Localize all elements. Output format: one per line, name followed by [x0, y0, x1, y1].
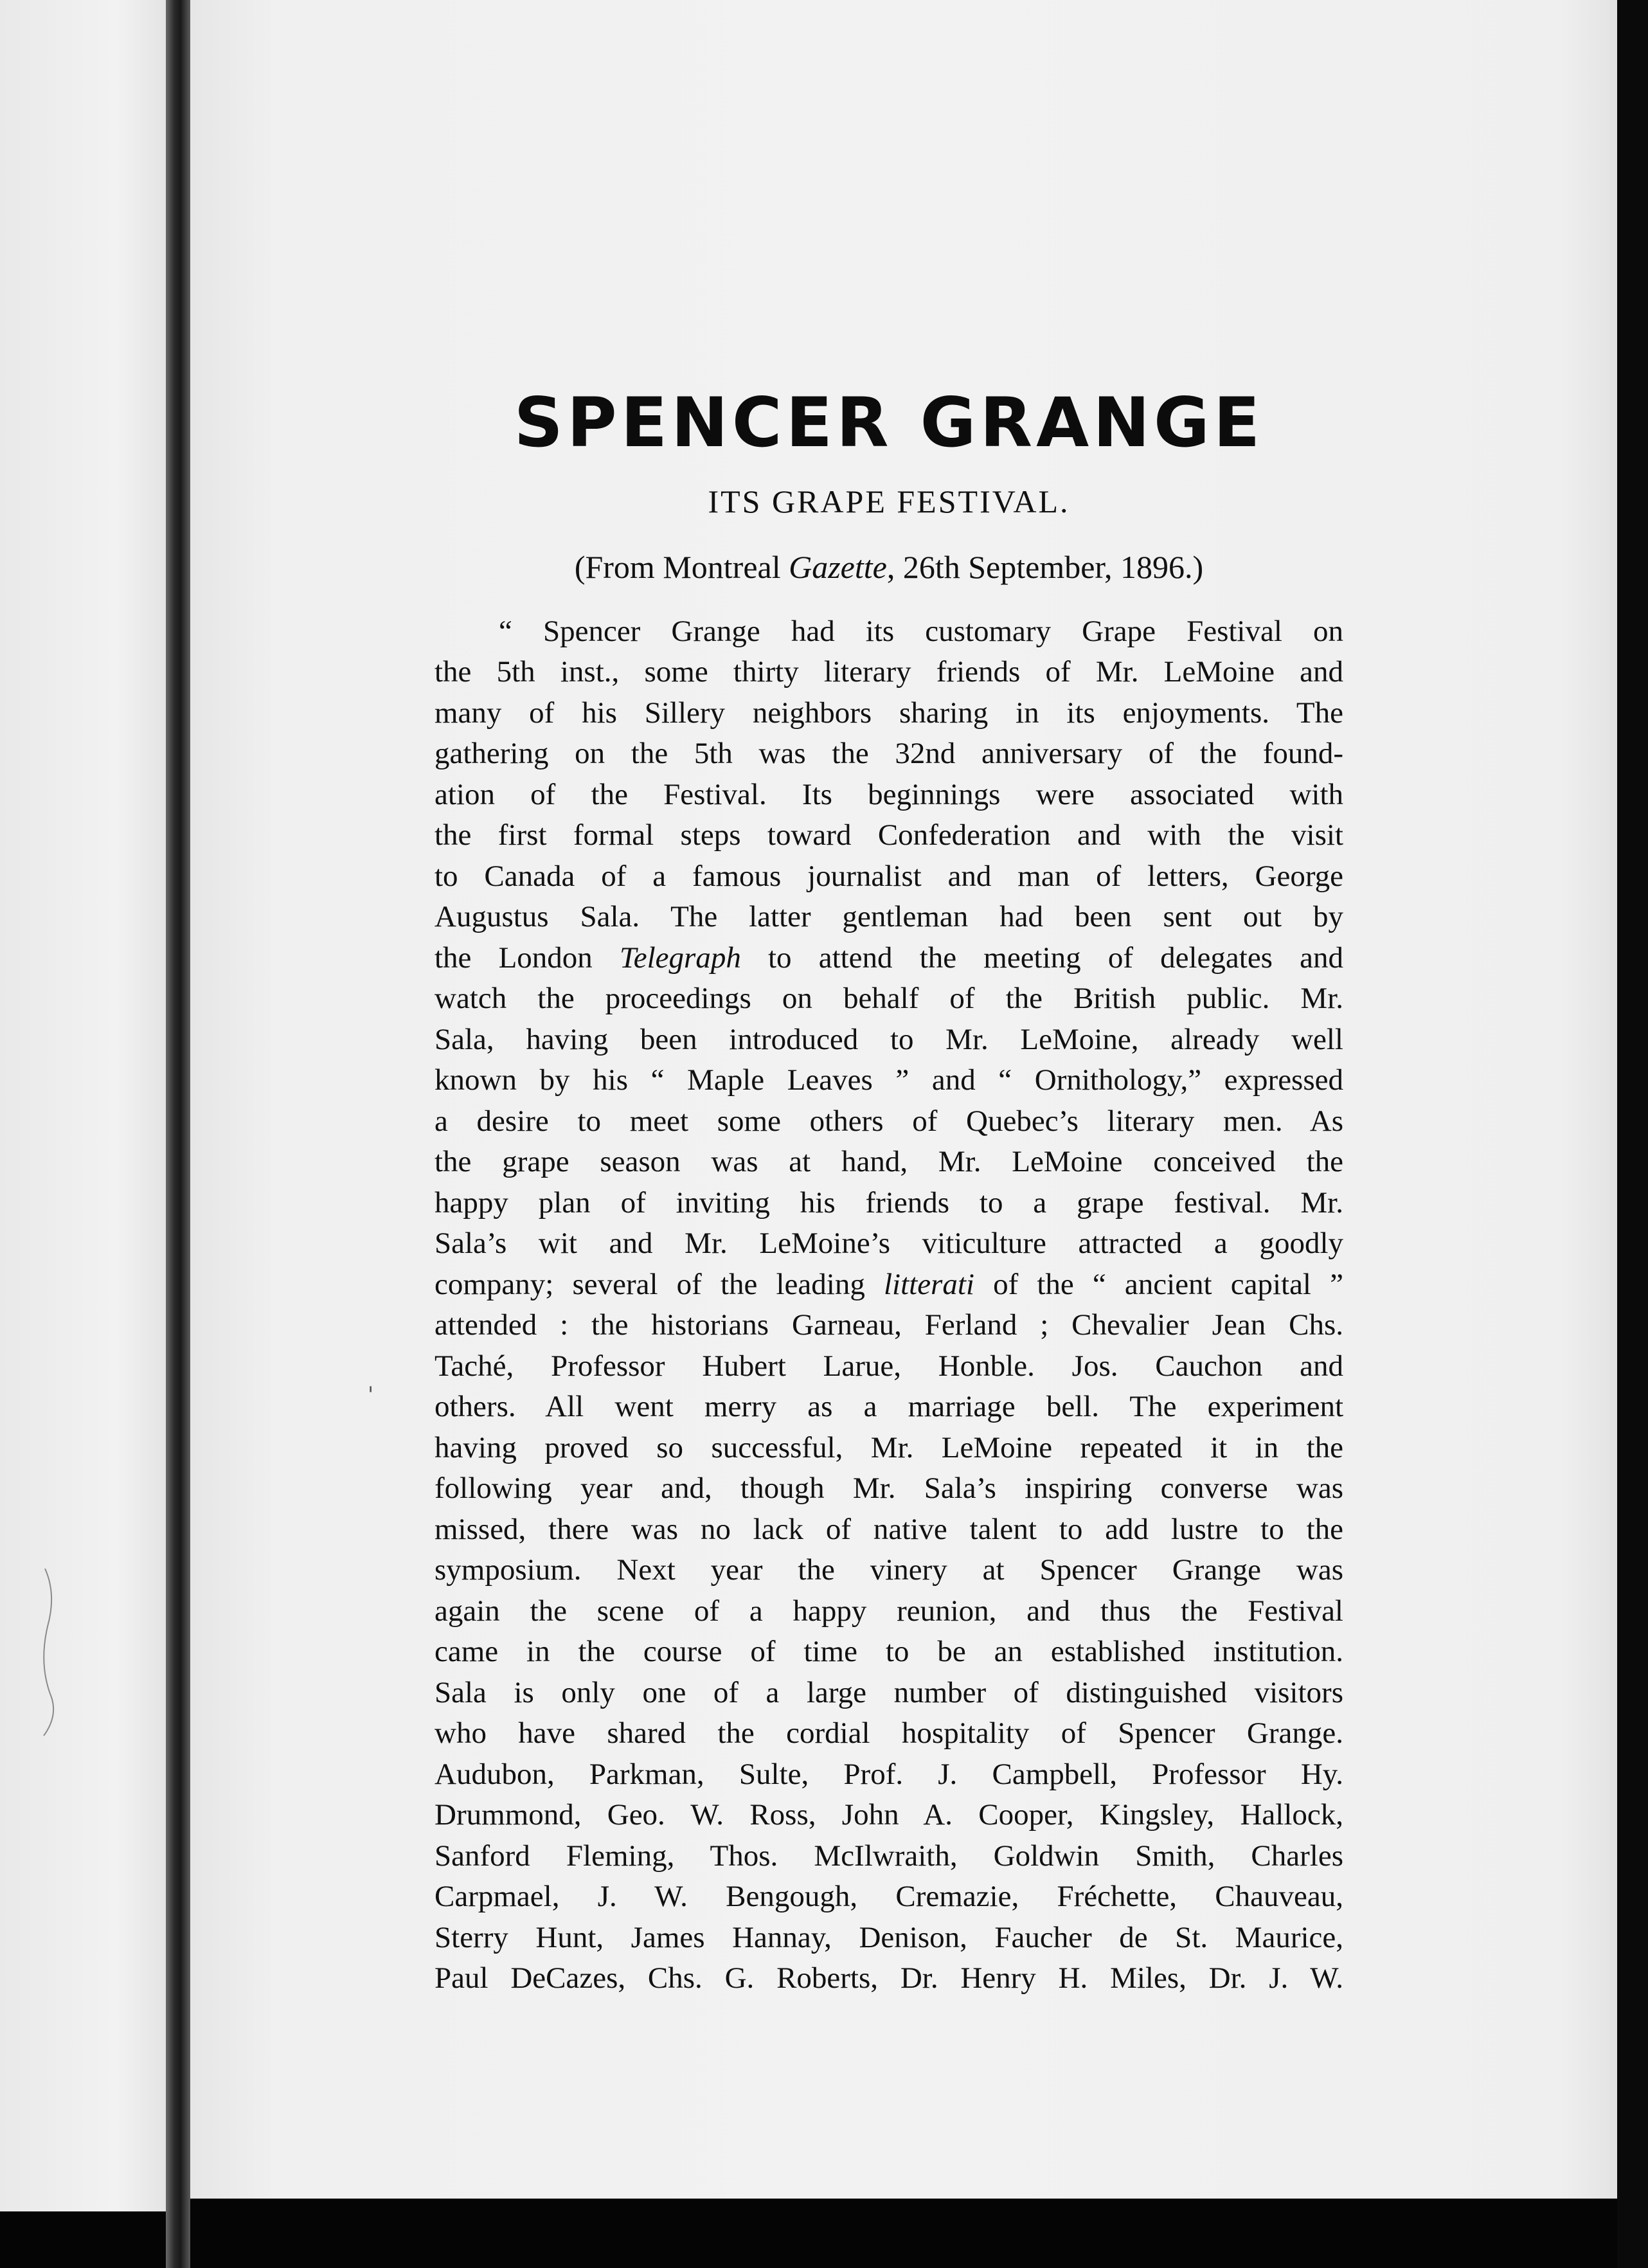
body-line: the first formal steps toward Confederation and with the visit: [434, 818, 1343, 852]
body-line: Taché, Professor Hubert Larue, Honble. Jos. Cauchon and: [434, 1349, 1343, 1383]
body-line: missed, there was no lack of native talent to add lustre to the: [434, 1512, 1343, 1546]
body-line: attended : the historians Garneau, Ferland ; Chevalier Jean Chs.: [434, 1308, 1343, 1342]
body-line: gathering on the 5th was the 32nd anniversary of the found-: [434, 737, 1343, 771]
body-line: ation of the Festival. Its beginnings were associated with: [434, 777, 1343, 811]
italic-term: Telegraph: [619, 941, 741, 975]
source-suffix: , 26th September, 1896.): [886, 548, 1204, 585]
body-line: Augustus Sala. The latter gentleman had been sent out by: [434, 900, 1343, 934]
body-text-run: of the “ ancient capital ”: [974, 1267, 1343, 1301]
body-line: symposium. Next year the vinery at Spencer Grange was: [434, 1553, 1343, 1587]
body-line: following year and, though Mr. Sala’s inspiring converse was: [434, 1472, 1343, 1506]
source-prefix: (From Montreal: [574, 548, 789, 585]
body-line: came in the course of time to be an established institution.: [434, 1635, 1343, 1669]
body-line: happy plan of inviting his friends to a grape festival. Mr.: [434, 1185, 1343, 1220]
italic-term: litterati: [883, 1267, 974, 1301]
body-line: having proved so successful, Mr. LeMoine repeated it in the: [434, 1430, 1343, 1464]
article-body: [434, 611, 1343, 1999]
body-line: Carpmael, J. W. Bengough, Cremazie, Fréchette, Chauveau,: [434, 1880, 1343, 1914]
margin-pencil-mark: [26, 1569, 64, 1736]
body-text-run: company; several of the leading: [434, 1267, 884, 1301]
document-title: SPENCER GRANGE: [514, 383, 1264, 462]
body-line: Paul DeCazes, Chs. G. Roberts, Dr. Henry H. Miles, Dr. J. W.: [434, 1961, 1343, 1995]
source-publication: Gazette: [789, 548, 887, 585]
body-line: Audubon, Parkman, Sulte, Prof. J. Campbell, Professor Hy.: [434, 1757, 1343, 1791]
book-gutter: [166, 0, 190, 2268]
body-line: to Canada of a famous journalist and man of letters, George: [434, 859, 1343, 893]
body-line: the 5th inst., some thirty literary friends of Mr. LeMoine and: [434, 655, 1343, 689]
body-text-run: the London: [434, 941, 620, 975]
body-line: the grape season was at hand, Mr. LeMoine conceived the: [434, 1145, 1343, 1179]
body-line: Sala, having been introduced to Mr. LeMoine, already well: [434, 1022, 1343, 1056]
body-line: [434, 1264, 1343, 1306]
body-line: Sterry Hunt, James Hannay, Denison, Faucher de St. Maurice,: [434, 1920, 1343, 1954]
margin-tick-mark: ': [368, 1382, 374, 1408]
body-line: many of his Sillery neighbors sharing in its enjoyments. The: [434, 696, 1343, 730]
body-text-run: to attend the meeting of delegates and: [740, 941, 1343, 975]
source-citation: [434, 548, 1343, 586]
body-line: known by his “ Maple Leaves ” and “ Ornithology,” expressed: [434, 1063, 1343, 1097]
body-line: Sanford Fleming, Thos. McIlwraith, Goldwin Smith, Charles: [434, 1839, 1343, 1873]
body-line: who have shared the cordial hospitality of Spencer Grange.: [434, 1716, 1343, 1751]
body-line: “ Spencer Grange had its customary Grape Festival on: [499, 614, 1343, 648]
body-line: again the scene of a happy reunion, and thus the Festival: [434, 1594, 1343, 1628]
body-line: others. All went merry as a marriage bell. The experiment: [434, 1390, 1343, 1424]
left-blank-page: [0, 0, 166, 2211]
body-line: Drummond, Geo. W. Ross, John A. Cooper, Kingsley, Hallock,: [434, 1798, 1343, 1832]
page-right-edge: [1617, 0, 1648, 2268]
body-line: a desire to meet some others of Quebec’s literary men. As: [434, 1104, 1343, 1138]
body-line: watch the proceedings on behalf of the British public. Mr.: [434, 982, 1343, 1016]
document-subtitle: ITS GRAPE FESTIVAL.: [708, 483, 1070, 519]
body-line: Sala is only one of a large number of distinguished visitors: [434, 1675, 1343, 1709]
page-content: [434, 383, 1343, 1999]
body-line: Sala’s wit and Mr. LeMoine’s viticulture attracted a goodly: [434, 1227, 1343, 1261]
body-line: [434, 938, 1343, 979]
